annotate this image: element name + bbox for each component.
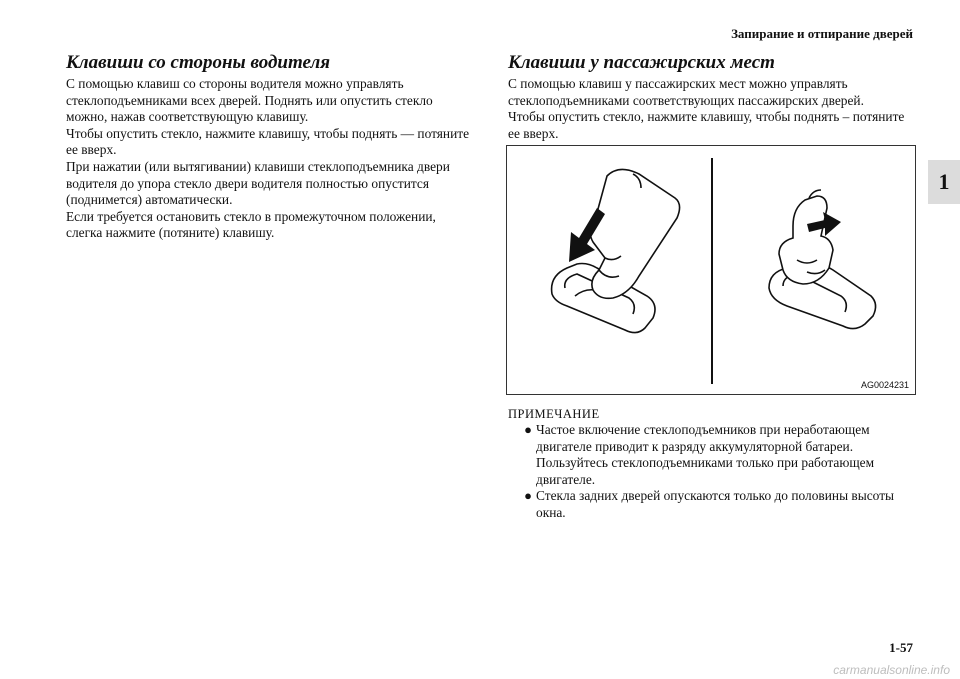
left-paragraph-3: При нажатии (или вытягивании) клавиши стеклоподъемника двери водителя до упора стекло двери водителя полностью опустится (поднимется) автоматически. <box>66 158 450 208</box>
passenger-switches-heading: Клавиши у пассажирских мест <box>508 52 775 73</box>
illustration-drawing <box>507 146 915 394</box>
right-paragraph-1: С помощью клавиш у пассажирских мест можно управлять стеклоподъемниками соответствующих пассажирских дверей. <box>508 76 864 108</box>
left-paragraph-4: Если требуется остановить стекло в промежуточном положении, слегка нажмите (потяните) клавишу. <box>66 208 436 241</box>
left-column <box>66 52 476 242</box>
watermark: carmanualsonline.info <box>833 663 950 677</box>
running-header: Запирание и отпирание дверей <box>731 26 913 41</box>
page-number: 1-57 <box>889 640 913 655</box>
right-paragraph-2: Чтобы опустить стекло, нажмите клавишу, чтобы поднять – потяните ее вверх. <box>508 109 905 141</box>
note-item-text: Частое включение стеклоподъемников при неработающем двигателе приводит к разряду аккумуляторной батареи. Пользуйтесь стеклоподъемниками только при работающем двигателе. <box>536 422 875 487</box>
note-item <box>508 488 920 521</box>
note-block <box>508 407 920 522</box>
note-item <box>508 422 920 488</box>
pull-switch-drawing <box>769 190 876 329</box>
right-column <box>508 52 920 142</box>
figure-id: AG0024231 <box>860 380 909 390</box>
note-item-text: Стекла задних дверей опускаются только до половины высоты окна. <box>536 488 895 520</box>
left-paragraph-2: Чтобы опустить стекло, нажмите клавишу, чтобы поднять — потяните ее вверх. <box>66 125 470 158</box>
chapter-tab: 1 <box>928 160 960 204</box>
note-title: ПРИМЕЧАНИЕ <box>508 407 600 421</box>
driver-switches-heading: Клавиши со стороны водителя <box>66 52 330 73</box>
bullet-icon: ● <box>524 422 532 437</box>
left-paragraph-1: С помощью клавиш со стороны водителя можно управлять стеклоподъемниками всех дверей. Поднять или опустить стекло можно, нажав соответствующую клавишу. <box>66 76 433 125</box>
bullet-icon: ● <box>524 488 532 504</box>
window-switch-illustration <box>506 145 916 395</box>
